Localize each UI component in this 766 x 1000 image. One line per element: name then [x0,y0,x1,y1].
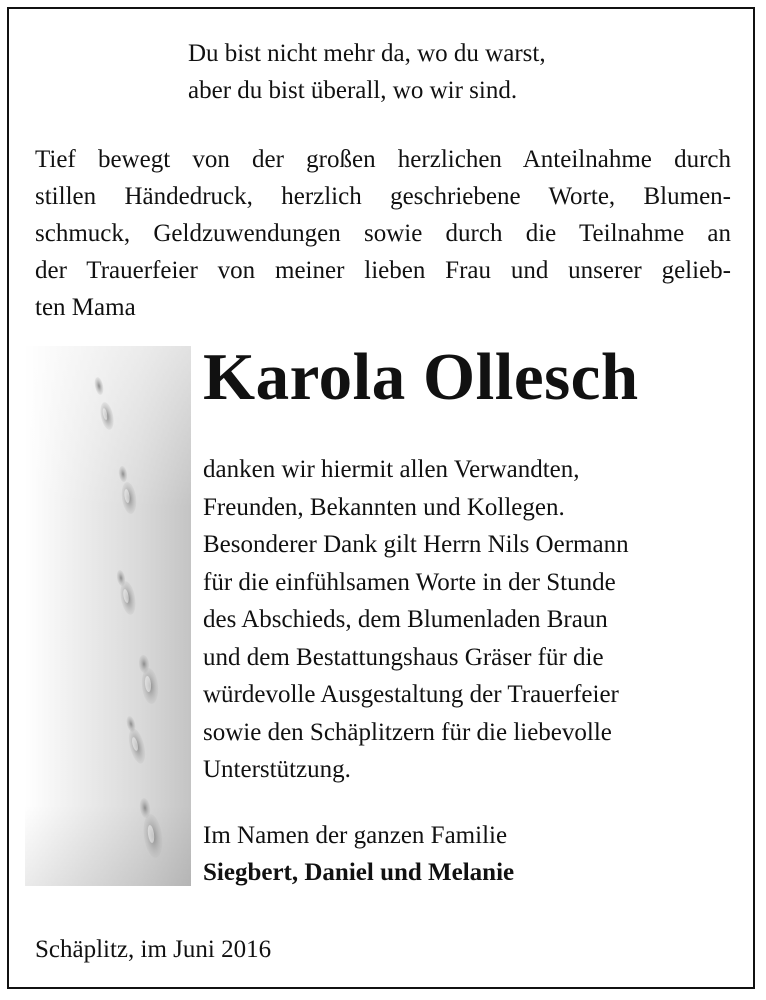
motto-line: aber du bist überall, wo wir sind. [188,77,518,104]
intro-line: schmuck, Geldzuwendungen sowie durch die Teilnahme an [35,220,731,247]
deceased-name: Karola Ollesch [203,340,639,414]
thanks-line: des Abschieds, dem Blumenladen Braun [203,606,608,633]
intro-line: der Trauerfeier von meiner lieben Frau und unserer gelieb- [35,257,731,284]
place-date: Schäplitz, im Juni 2016 [35,936,272,963]
motto-line: Du bist nicht mehr da, wo du warst, [188,40,546,67]
thanks-line: und dem Bestattungshaus Gräser für die [203,643,604,671]
family-names: Siegbert, Daniel und Melanie [203,859,515,886]
family-signature [203,817,514,891]
intro-line: ten Mama [35,294,136,321]
intro-line: stillen Händedruck, herzlich geschriebene Worte, Blumen- [35,183,731,210]
thanks-line: sowie den Schäplitzern für die liebevolle [203,718,612,746]
family-intro: Im Namen der ganzen Familie [203,822,508,849]
thanks-line: für die einfühlsamen Worte in der Stunde [203,568,616,596]
thanks-line: Unterstützung. [203,756,351,783]
thanks-paragraph [203,451,733,789]
intro-paragraph [35,141,731,326]
motto [9,35,757,109]
thanks-line: Besonderer Dank gilt Herrn Nils Oermann [203,531,629,558]
obituary-frame [7,7,755,989]
thanks-line: Freunden, Bekannten und Kollegen. [203,493,565,521]
thanks-line: würdevolle Ausgestaltung der Trauerfeier [203,681,619,708]
thanks-line: danken wir hiermit allen Verwandten, [203,456,580,483]
footprints-in-sand-image [25,346,191,886]
intro-line: Tief bewegt von der großen herzlichen Anteilnahme durch [35,146,731,173]
